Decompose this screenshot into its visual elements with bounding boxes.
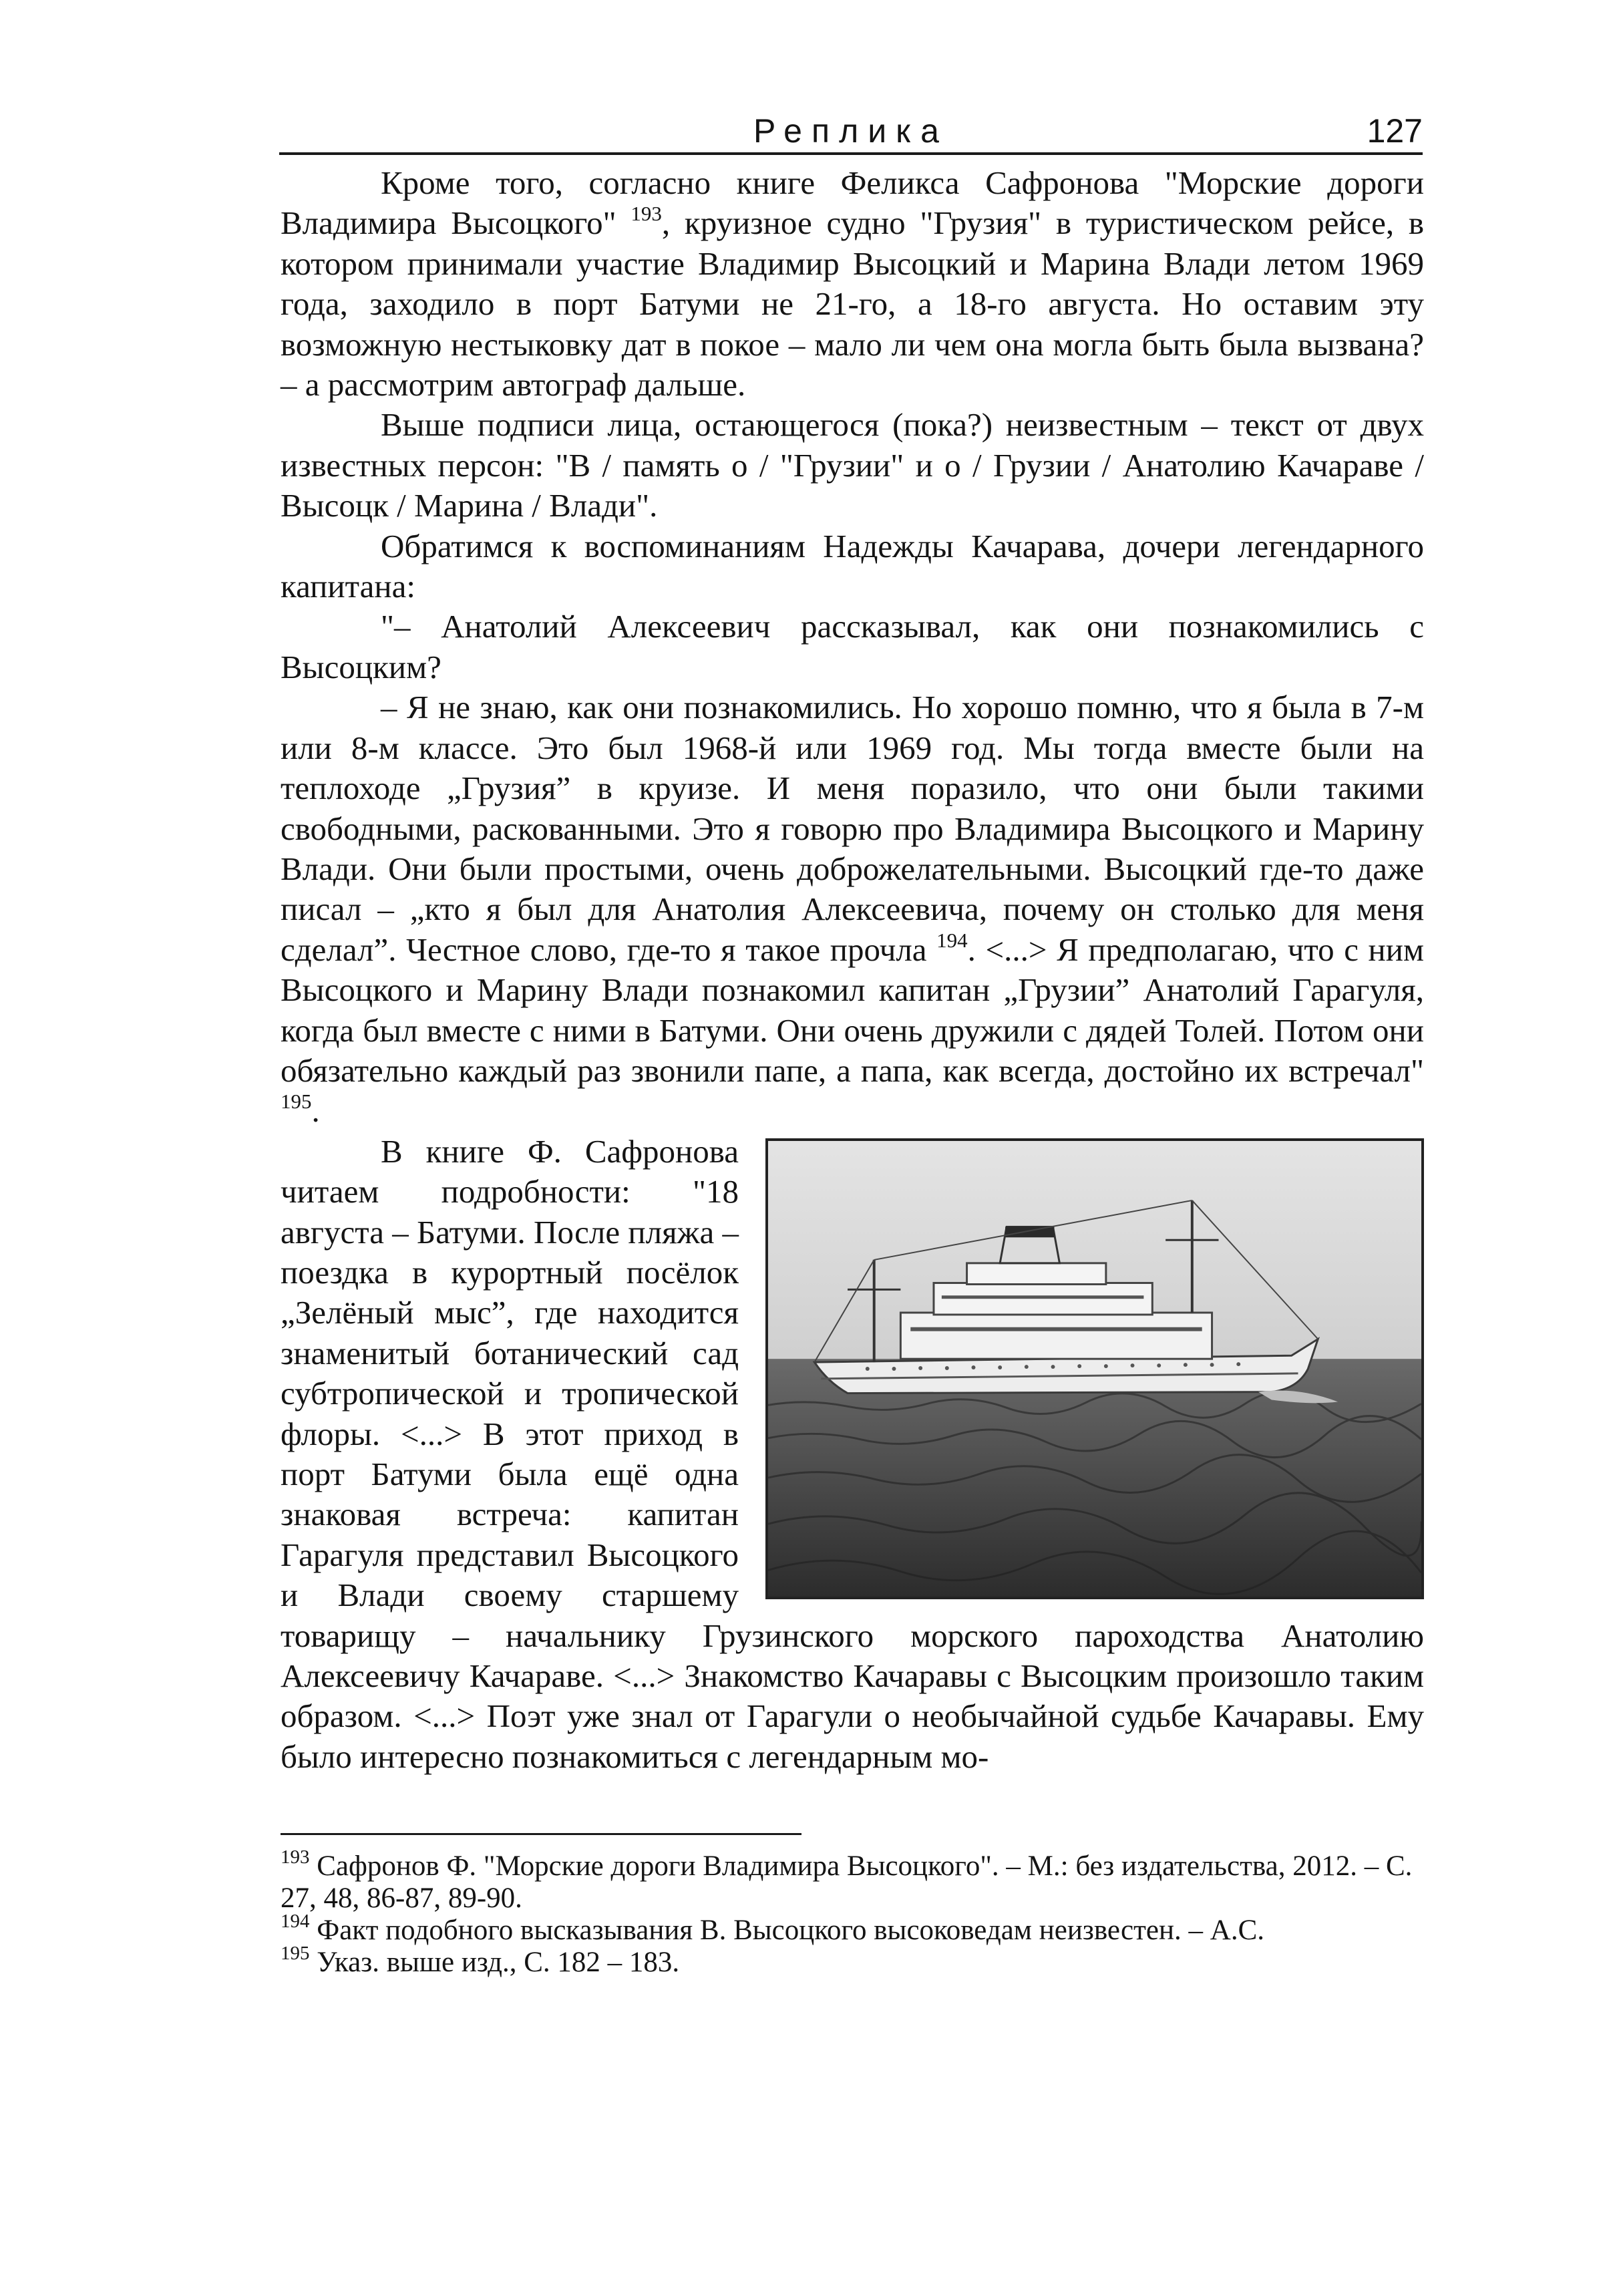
footnotes (281, 1846, 1424, 1979)
paragraph-text: – Я не знаю, как они познакомились. Но хорошо помню, что я была в 7-м или 8-м классе. Это был 1968-й или 1969 год. Мы тогда вместе были на теплоходе „Грузия” в круизе. И меня поразило, что они были такими свободными, раскованными. Это я говорю про Владимира Высоцкого и Марину Влади. Они были простыми, очень доброжелательными. Высоцкий где-то даже писал – „кто я был для Анатолия Алексеевича, почему он столько для меня сделал”. Честное слово, где-то я такое прочла (281, 689, 1424, 968)
ship-photo-icon (768, 1141, 1421, 1597)
paragraph-text: , круизное судно "Грузия" в туристическом рейсе, в котором принимали участие Владимир Высоцкий и Марина Влади летом 1969 года, заходило в порт Батуми не 21-го, а 18-го августа. Но оставим эту возможную нестыковку дат в покое – мало ли чем она могла быть была вызвана? – а рассмотрим автограф дальше. (281, 204, 1424, 403)
footnote (281, 1943, 1424, 1979)
body-text (281, 163, 1424, 1777)
page-number: 127 (1367, 112, 1423, 150)
running-title: Реплика (753, 112, 948, 150)
paragraph (281, 163, 1424, 405)
footnote-text: Сафронов Ф. "Морские дороги Владимира Высоцкого". – М.: без издательства, 2012. – С. 27, 48, 86-87, 89-90. (281, 1850, 1413, 1914)
header-rule (279, 152, 1423, 155)
footnote (281, 1911, 1424, 1947)
paragraph-text: Обратимся к воспоминаниям Надежды Качарава, дочери легендарного капитана: (281, 527, 1424, 605)
paragraph-text: . <...> Я предполагаю, что с ним Высоцкого и Марину Влади познакомил капитан „Грузии” Анатолий Гарагуля, когда был вместе с ними в Батуми. Они очень дружили с дядей Толей. Потом они обязательно каждый раз звонили папе, а папа, как всегда, достойно их встречал" (281, 931, 1424, 1089)
paragraph-text: . (311, 1092, 320, 1130)
footnote (281, 1846, 1424, 1915)
footnote-ref: 195 (281, 1090, 312, 1114)
footnote-number: 195 (281, 1943, 310, 1964)
paragraph (281, 526, 1424, 607)
paragraph (281, 607, 1424, 687)
paragraph-text: "– Анатолий Алексеевич рассказывал, как они познакомились с Высоцким? (281, 608, 1424, 685)
footnote-ref: 194 (936, 928, 968, 952)
paragraph (281, 405, 1424, 526)
footnote-rule (281, 1833, 801, 1835)
paragraph (281, 1132, 1424, 1778)
footnote-text: Указ. выше изд., С. 182 – 183. (309, 1947, 680, 1978)
paragraph-text: Кроме того, согласно книге Феликса Сафронова "Морские дороги Владимира Высоцкого" (281, 164, 1424, 242)
footnote-number: 193 (281, 1846, 310, 1868)
paragraph-text: Выше подписи лица, остающегося (пока?) неизвестным – текст от двух известных персон: "В / память о / "Грузии" и о / Грузии / Анатолию Качараве / Высоцк / Марина / Влади". (281, 406, 1424, 524)
footnote-text: Факт подобного высказывания В. Высоцкого высоковедам неизвестен. – А.С. (309, 1915, 1264, 1946)
paragraph-text: В книге Ф. Сафронова читаем подробности: "18 августа – Батуми. После пляжа – поездка в курортный посёлок „Зелёный мыс”, где находится знаменитый ботанический сад субтропической и тропической флоры. <...> В этот приход в порт Батуми была ещё одна знаковая встреча: капитан Гарагуля представил Высоцкого и Влади своему старшему товарищу – начальнику Грузинского морского пароходства Анатолию Алексеевичу Качараве. <...> Знакомство Качаравы с Высоцким произошло таким образом. <...> Поэт уже знал от Гарагули о необычайной судьбе Качаравы. Ему было интересно познакомиться с легендарным мо- (281, 1132, 1424, 1775)
running-header (279, 107, 1423, 156)
footnote-ref: 193 (631, 202, 662, 226)
ship-photo (765, 1138, 1424, 1599)
footnote-number: 194 (281, 1911, 310, 1932)
paragraph (281, 687, 1424, 1131)
